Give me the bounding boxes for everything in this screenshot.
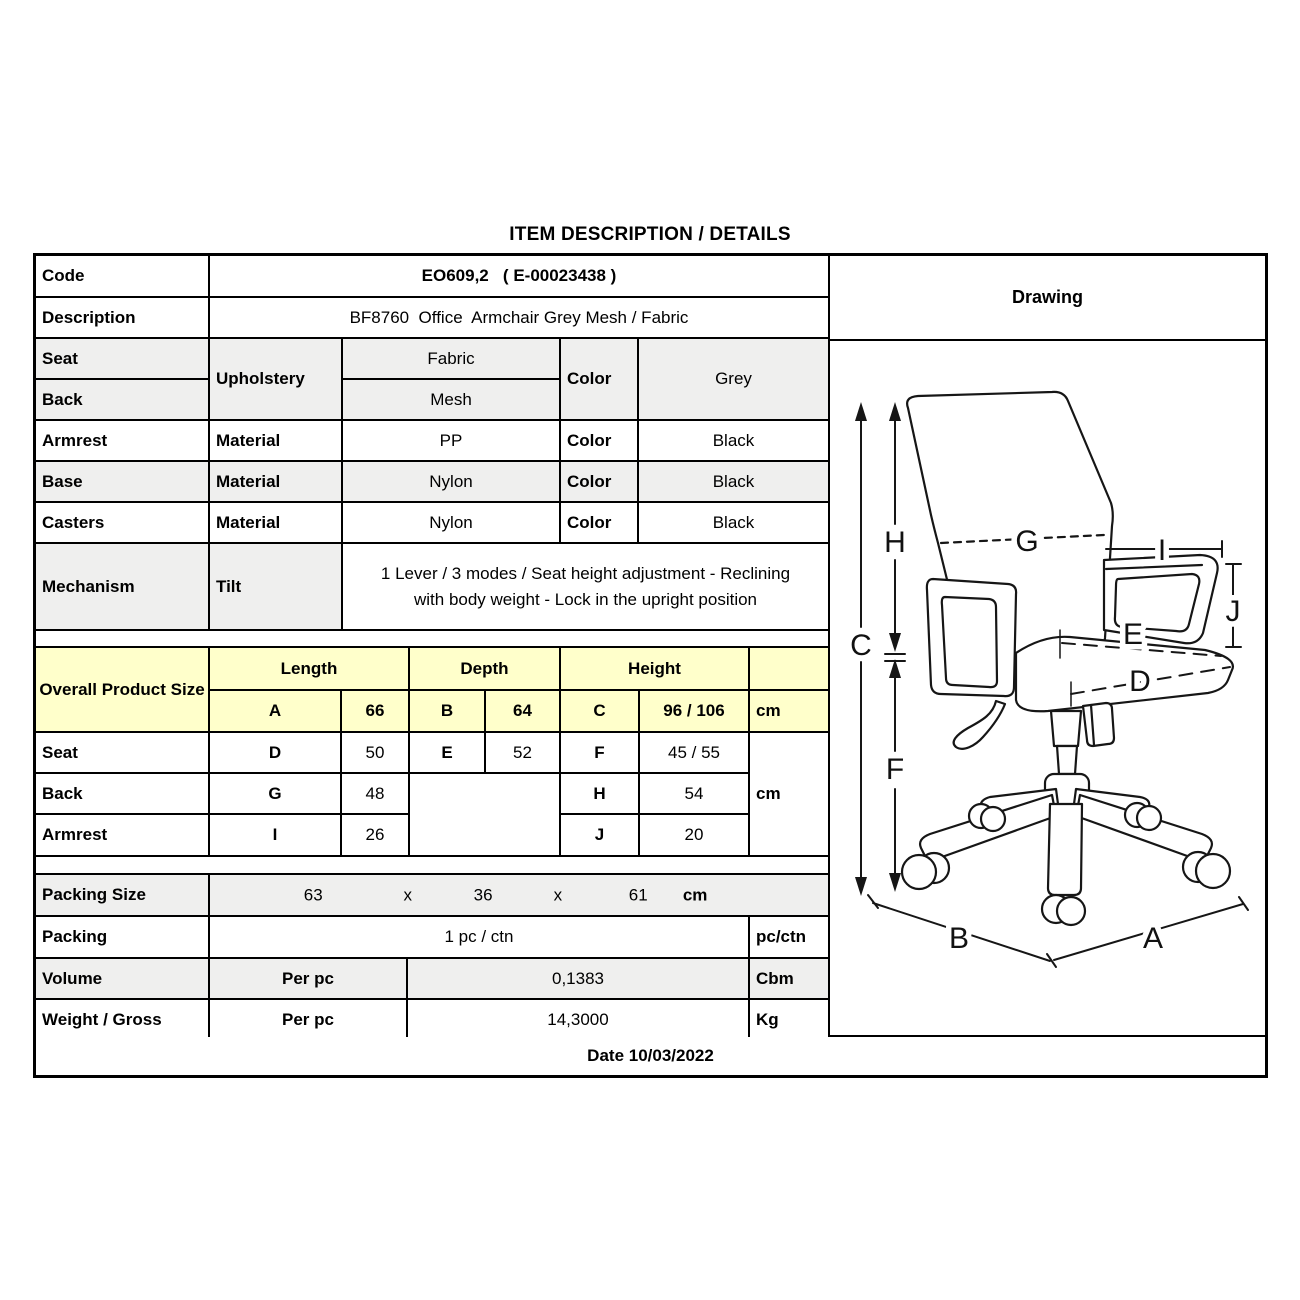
weight-unit: Kg xyxy=(750,1000,828,1041)
caster-left-wheel xyxy=(902,855,936,889)
packing-size-unit: cm xyxy=(682,885,708,905)
volume-label: Volume xyxy=(36,959,210,1000)
back-material-value: Mesh xyxy=(343,380,561,421)
seat-height-key: F xyxy=(561,733,640,774)
adjust-paddle xyxy=(1083,703,1114,746)
overall-depth-key: B xyxy=(410,691,486,733)
dim-label-a: A xyxy=(1142,922,1164,955)
overall-height-value: 96 / 106 xyxy=(640,691,750,733)
table-gap xyxy=(36,857,828,875)
packing-unit: pc/ctn xyxy=(750,917,828,959)
back-length-key: G xyxy=(210,774,342,815)
mechanism-value: 1 Lever / 3 modes / Seat height adjustment - Reclining with body weight - Lock in the upright position xyxy=(343,544,828,631)
code-value: EO609,2 ( E-00023438 ) xyxy=(210,256,828,298)
armrest-color-label: Color xyxy=(561,421,639,462)
overall-length-key: A xyxy=(210,691,342,733)
casters-row-label: Casters xyxy=(36,503,210,544)
caster-back-left-wheel xyxy=(981,807,1005,831)
volume-unit: Cbm xyxy=(750,959,828,1000)
depth-header: Depth xyxy=(410,648,561,691)
dim-label-j: J xyxy=(1225,595,1241,628)
size-data-unit: cm xyxy=(750,733,828,857)
packing-size-v2: 36 xyxy=(473,885,493,905)
armrest-height-value: 20 xyxy=(640,815,750,857)
base-row-label: Base xyxy=(36,462,210,503)
seat-row-label: Seat xyxy=(36,339,210,380)
dim-label-d: D xyxy=(1129,665,1151,698)
dim-label-e: E xyxy=(1122,618,1144,651)
gas-lift-lower xyxy=(1057,746,1077,774)
overall-size-label: Overall Product Size xyxy=(36,648,210,733)
packing-size-label: Packing Size xyxy=(36,875,210,917)
packing-size-sep1: x xyxy=(403,885,412,905)
seat-length-value: 50 xyxy=(342,733,410,774)
seat-depth-value: 52 xyxy=(486,733,561,774)
code-label: Code xyxy=(36,256,210,298)
mechanism-property: Tilt xyxy=(210,544,343,631)
tilt-lever xyxy=(954,701,1005,749)
date-row: Date 10/03/2022 xyxy=(36,1037,1265,1075)
caster-back-right-wheel xyxy=(1137,806,1161,830)
gas-lift-upper xyxy=(1051,711,1081,746)
back-length-value: 48 xyxy=(342,774,410,815)
dim-label-g: G xyxy=(1015,525,1039,558)
armrest-material-value: PP xyxy=(343,421,561,462)
arrow-h-up xyxy=(889,402,901,421)
depth-empty-cell xyxy=(410,774,561,857)
dim-label-f: F xyxy=(885,753,905,786)
caster-front-wheel xyxy=(1057,897,1085,925)
description-value: BF8760 Office Armchair Grey Mesh / Fabric xyxy=(210,298,828,339)
casters-property: Material xyxy=(210,503,343,544)
dim-label-i: I xyxy=(1157,534,1167,567)
arrow-h-down xyxy=(889,633,901,652)
overall-depth-value: 64 xyxy=(486,691,561,733)
caster-right-wheel xyxy=(1196,854,1230,888)
packing-size-v3: 61 xyxy=(628,885,648,905)
drawing-panel xyxy=(828,256,1265,1037)
upholstery-color-label: Color xyxy=(561,339,639,421)
back-row-label: Back xyxy=(36,380,210,421)
casters-color-label: Color xyxy=(561,503,639,544)
drawing-area xyxy=(830,341,1265,1033)
page-title: ITEM DESCRIPTION / DETAILS xyxy=(509,224,791,245)
armrest-height-key: J xyxy=(561,815,640,857)
upholstery-label: Upholstery xyxy=(210,339,343,421)
height-header: Height xyxy=(561,648,750,691)
base-color-value: Black xyxy=(639,462,828,503)
armrest-size-label: Armrest xyxy=(36,815,210,857)
dim-label-b: B xyxy=(948,922,970,955)
packing-value: 1 pc / ctn xyxy=(210,917,750,959)
far-armrest-opening xyxy=(942,597,997,687)
armrest-property: Material xyxy=(210,421,343,462)
back-height-key: H xyxy=(561,774,640,815)
overall-height-key: C xyxy=(561,691,640,733)
base-color-label: Color xyxy=(561,462,639,503)
overall-unit: cm xyxy=(750,691,828,733)
packing-size-v1: 63 xyxy=(303,885,323,905)
back-size-label: Back xyxy=(36,774,210,815)
base-material-value: Nylon xyxy=(343,462,561,503)
weight-label: Weight / Gross xyxy=(36,1000,210,1041)
spec-tables xyxy=(36,256,828,1041)
packing-size-values xyxy=(210,875,828,917)
arrow-f-down xyxy=(889,873,901,892)
packing-table xyxy=(36,875,828,1041)
back-height-value: 54 xyxy=(640,774,750,815)
overall-length-value: 66 xyxy=(342,691,410,733)
packing-size-sep2: x xyxy=(553,885,563,905)
volume-basis: Per pc xyxy=(210,959,408,1000)
general-spec-table xyxy=(36,256,828,631)
table-gap xyxy=(36,631,828,648)
seat-height-value: 45 / 55 xyxy=(640,733,750,774)
arrow-c-up xyxy=(855,402,867,421)
weight-value: 14,3000 xyxy=(408,1000,750,1041)
mechanism-row-label: Mechanism xyxy=(36,544,210,631)
size-table xyxy=(36,648,828,857)
packing-label: Packing xyxy=(36,917,210,959)
unit-header-spacer xyxy=(750,648,828,691)
seat-length-key: D xyxy=(210,733,342,774)
seat-size-label: Seat xyxy=(36,733,210,774)
armrest-row-label: Armrest xyxy=(36,421,210,462)
seat-material-value: Fabric xyxy=(343,339,561,380)
seat-depth-key: E xyxy=(410,733,486,774)
volume-value: 0,1383 xyxy=(408,959,750,1000)
armrest-length-key: I xyxy=(210,815,342,857)
base-leg-front xyxy=(1048,804,1082,895)
upholstery-color-value: Grey xyxy=(639,339,828,421)
armrest-color-value: Black xyxy=(639,421,828,462)
description-label: Description xyxy=(36,298,210,339)
chair-drawing-svg xyxy=(830,341,1265,1033)
dim-label-h: H xyxy=(884,526,906,559)
dim-label-c: C xyxy=(850,629,872,662)
base-property: Material xyxy=(210,462,343,503)
casters-material-value: Nylon xyxy=(343,503,561,544)
drawing-header: Drawing xyxy=(830,256,1265,341)
length-header: Length xyxy=(210,648,410,691)
casters-color-value: Black xyxy=(639,503,828,544)
arrow-c-down xyxy=(855,877,867,896)
armrest-length-value: 26 xyxy=(342,815,410,857)
weight-basis: Per pc xyxy=(210,1000,408,1041)
item-description-table xyxy=(33,253,1268,1078)
